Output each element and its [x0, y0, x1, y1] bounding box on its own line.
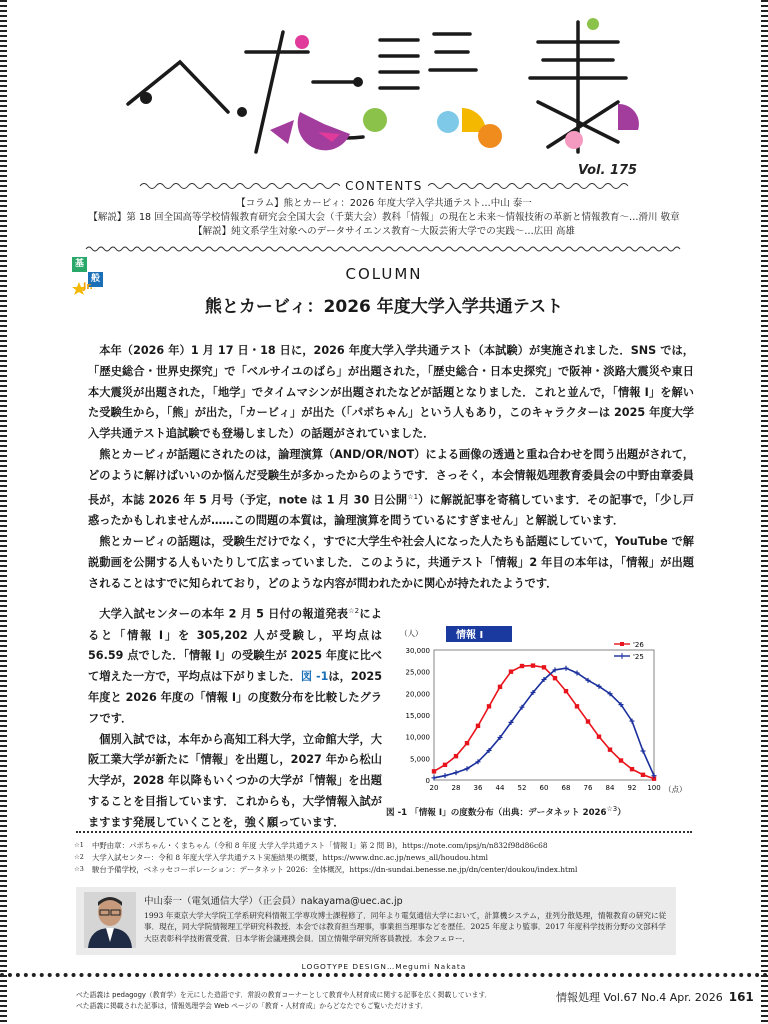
footnote-1-text[interactable]: 中野由章：パポちゃん・くまちゃん（令和 8 年度 大学入学共通テスト「情報 I」第 2 問 B)，https://note.com/ipsj/n/n832f98d86c68	[92, 841, 548, 850]
data-point	[641, 773, 645, 777]
footnote-3-text[interactable]: 駿台予備学校，ベネッセコーポレーション：データネット 2026：全体概況，https://dn-sundai.benesse.ne.jp/dn/center/doukou/index.html	[92, 865, 578, 874]
data-point	[509, 669, 513, 673]
legend-label: '25	[633, 653, 644, 661]
chart-title-box	[446, 626, 512, 642]
junior-badge	[72, 281, 98, 295]
data-point	[608, 747, 612, 751]
figure-caption-text-b: ）	[617, 807, 626, 818]
author-name: 中山泰一（電気通信大学）（正会員）nakayama@uec.ac.jp	[144, 896, 403, 907]
data-point	[597, 734, 601, 738]
footer-note-2: べた語義に掲載された記事は，情報処理学会 Web ページの「教育・人材育成」からどなたでもご覧いただけます．	[76, 1002, 428, 1010]
data-point	[553, 676, 557, 680]
data-point	[487, 704, 491, 708]
x-tick-label: 20	[429, 784, 439, 792]
y-tick-label: 10,000	[405, 733, 430, 742]
paragraph-4-text-c: は，2025 年度と 2026 年度の「情報 I」の度数分布を比較したグラフです．	[88, 670, 382, 725]
betagogi-logo	[118, 12, 648, 162]
data-point	[454, 754, 458, 758]
x-tick-label: 44	[495, 784, 505, 792]
chart-title: 情報 I	[456, 630, 484, 641]
paragraph-2-text-b: ）に解説記事を寄稿しています．その記事で，「少し戸惑ったかもしれませんが……この問題の本質は，論理演算を問うているにすぎません」と解説しています．	[88, 493, 694, 528]
x-tick-label: 36	[473, 784, 483, 792]
y-tick-label: 15,000	[405, 712, 430, 720]
data-point	[542, 665, 546, 669]
figure-caption	[386, 805, 626, 818]
volume-number: Vol. 175	[578, 163, 638, 178]
journal-folio	[556, 989, 754, 1005]
left-edge-strip	[0, 0, 7, 1024]
paragraph-4-text-a: 大学入試センターの本年 2 月 5 日付の報道発表	[99, 607, 349, 621]
data-point	[443, 763, 447, 767]
footnote-ref-2[interactable]: ☆2	[348, 607, 360, 615]
badge-basic-1: 基	[72, 257, 87, 272]
paragraph-3: 熊とカービィの話題は，受験生だけでなく，すでに大学生や社会人になった人たちも話題にしていて，YouTube で解説動画を公開する人もいたりして広まっていました．このように，共通テスト「情報」2 年目の本年は，「情報」が出題されることはすでに知られており，どのような内容が問われたかに関心が持たれたようです．	[88, 534, 694, 590]
toc-item[interactable]: 【解説】純文系学生対象へのデータサイエンス教育〜大阪芸術大学での実践〜…広田 高雄	[193, 226, 575, 237]
paragraph-2	[88, 445, 694, 532]
x-tick-label: 68	[561, 784, 571, 792]
y-tick-label: 20,000	[405, 690, 430, 699]
contents-label: CONTENTS	[340, 178, 428, 194]
data-point	[520, 664, 524, 668]
paragraph-4	[88, 601, 382, 730]
figure-link[interactable]: 図 -1	[300, 670, 329, 684]
toc-item[interactable]: 【解説】第 18 回全国高等学校情報教育研究会全国大会（千葉大会）教科「情報」の現在と未来〜情報技術の革新と情報教育〜…滑川 敬章	[88, 212, 680, 223]
y-axis-unit-label: （人）	[400, 629, 423, 638]
footnote-ref-1[interactable]: ☆1	[407, 492, 419, 501]
footnote-3-mark: ☆3	[74, 865, 84, 873]
footnote-2	[74, 852, 488, 864]
data-point	[630, 767, 634, 771]
data-point	[476, 724, 480, 728]
data-point	[498, 685, 502, 689]
footnote-divider	[76, 831, 692, 833]
data-point	[575, 704, 579, 708]
x-tick-label: 100	[647, 784, 661, 792]
author-photo	[84, 892, 136, 948]
data-point	[619, 758, 623, 762]
data-point	[465, 741, 469, 745]
paragraph-4-text-b: によると「情報 I」を 305,202 人が受験し，平均点は 56.59 点でした．「情報 I」の受験生が 2025 年度に比べて増えた一方で，平均点は下がりました．	[88, 607, 382, 684]
x-axis-unit-label: （点）	[664, 785, 687, 794]
footnote-2-mark: ☆2	[74, 853, 84, 861]
paragraph-5: 個別入試では，本年から高知工科大学，立命館大学，大阪工業大学が新たに「情報」を出題し，2027 年から松山大学が，2028 年以降もいくつかの大学が「情報」を出題することを目指しています．これからも，大学情報入試がますます発展していくことを，強く願っています．	[88, 732, 382, 829]
journal-name: 情報処理 Vol.67 No.4 Apr. 2026	[556, 991, 723, 1004]
page-number: 161	[728, 990, 754, 1004]
data-point	[531, 663, 535, 667]
logotype-credit: LOGOTYPE DESIGN…Megumi Nakata	[301, 962, 467, 971]
contents-header	[140, 178, 628, 194]
footnote-3	[74, 864, 578, 876]
x-tick-label: 76	[583, 784, 593, 792]
x-tick-label: 52	[517, 784, 527, 792]
footer-dotted-rule	[0, 973, 768, 977]
x-axis-ticks	[430, 784, 661, 792]
footnote-1-mark: ☆1	[74, 841, 84, 849]
x-tick-label: 60	[539, 784, 549, 792]
column-label: COLUMN	[345, 265, 423, 283]
article-body-left	[88, 601, 382, 834]
y-tick-label: 0	[425, 777, 430, 785]
badge-basic-2: 般	[88, 272, 103, 287]
paragraph-1: 本年（2026 年）1 月 17 日・18 日に，2026 年度大学入学共通テスト（本試験）が実施されました．SNS では，「歴史総合・世界史探究」で「ベルサイユのばら」が出題された，「歴史総合・日本史探究」で阪神・淡路大震災や東日本大震災が出題された，「地学」でタイムマシンが出題されたなどが話題となりました．これと並んで，「情報 I」を解いた受験生から，「熊」が出た，「カービィ」が出た（「パポちゃん」という人もあり，このキャラクターは 2025 年度大学入学共通テスト追試験でも登場しました）の話題がされていました．	[88, 344, 694, 441]
toc-item[interactable]: 【コラム】熊とカービィ：2026 年度大学入学共通テスト…中山 泰一	[236, 198, 532, 209]
y-tick-label: 30,000	[405, 647, 430, 655]
x-tick-label: 92	[627, 784, 637, 792]
footnote-ref-3[interactable]: ☆3	[606, 805, 618, 813]
author-portrait-icon	[84, 892, 136, 948]
y-axis-ticks	[406, 647, 431, 785]
legend-label: '26	[633, 641, 644, 649]
toc-bottom-wave	[86, 244, 682, 254]
data-point	[586, 719, 590, 723]
footnote-1	[74, 840, 548, 852]
y-tick-label: 5,000	[409, 755, 430, 764]
footnote-2-text[interactable]: 大学入試センター：令和 8 年度大学入学共通テスト実施結果の概要，https://www.dnc.ac.jp/news_all/houdou.html	[92, 853, 488, 862]
right-edge-strip	[761, 0, 768, 1024]
y-tick-label: 25,000	[405, 668, 430, 677]
article-body-full	[88, 341, 694, 594]
author-bio: 1993 年東京大学大学院工学系研究科情報工学専攻博士課程修了．同年より電気通信大学において，計算機システム，並列分散処理，情報教育の研究に従事．現在，同大学院情報理工学研究科教授．本会では教育担当理事，事業担当理事などを歴任．2025 年度より監事．2017 年度科学技術分野の文部科学大臣表彰科学技術賞受賞．日本学術会議連携会員．国立情報学研究所客員教授．本会フェロー．	[144, 911, 667, 943]
footer-note-1: べた語義は pedagogy（教育学）を元にした造語です．常設の教育コーナーとして教育や人材育成に関する記事を広く掲載しています．	[76, 991, 492, 999]
data-point	[432, 769, 436, 773]
figure-caption-text-a: 図 -1 「情報 I」の度数分布（出典：データネット 2026	[386, 807, 607, 818]
junior-label: Jr.	[83, 282, 93, 292]
legend-marker	[620, 642, 624, 646]
paragraph-2-text-a: 熊とカービィが話題にされたのは，論理演算（AND/OR/NOT）による画像の透過と重ね合わせを問う出題がされて，どのように解けばいいのか悩んだ受験生が多かったからのようです．さっそく，本会情報処理教育委員会の中野由章委員長が，本誌 2026 年 5 月号（予定，note は 1 月 30 日公開	[88, 447, 694, 507]
article-title: 熊とカービィ：2026 年度大学入学共通テスト	[204, 297, 564, 317]
frequency-distribution-chart	[392, 620, 687, 802]
x-tick-label: 84	[605, 784, 615, 792]
data-point	[564, 689, 568, 693]
x-tick-label: 28	[451, 784, 461, 792]
